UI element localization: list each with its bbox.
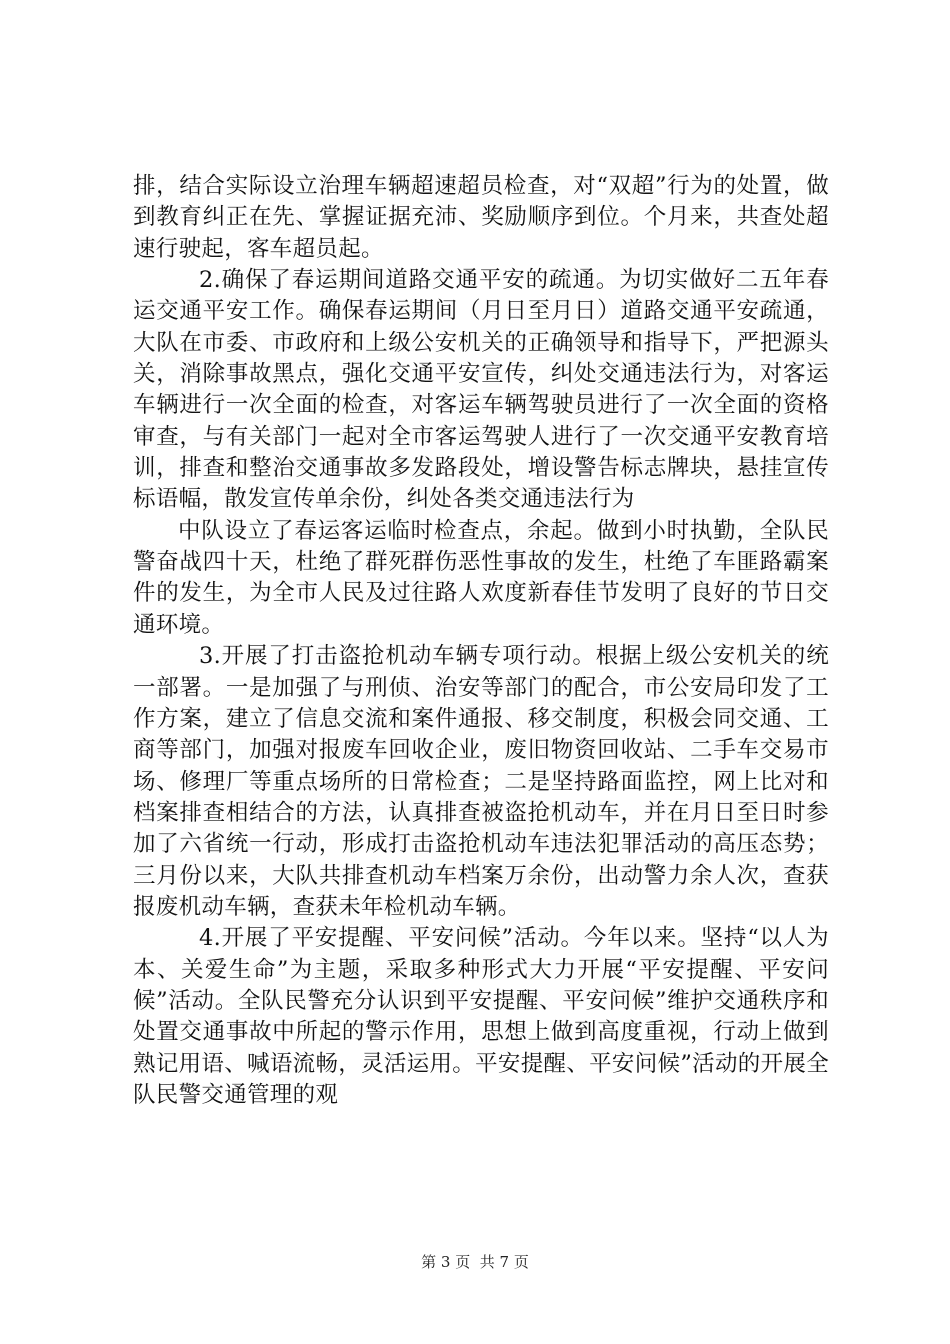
paragraph-item-2: 2.确保了春运期间道路交通平安的疏通。为切实做好二五年春运交通平安工作。确保春运期间（月日至月日）道路交通平安疏通，大队在市委、市政府和上级公安机关的正确领导和指导下，严把源头关，消除事故黑点，强化交通平安宣传，纠处交通违法行为，对客运车辆进行一次全面的检查，对客运车辆驾驶员进行了一次全面的资格审查，与有关部门一起对全市客运驾驶人进行了一次交通平安教育培训，排查和整治交通事故多发路段处，增设警告标志牌块，悬挂宣传标语幅，散发宣传单余份，纠处各类交通违法行为 — [133, 267, 829, 513]
page-number: 第 3 页 — [421, 1253, 471, 1271]
page-total: 共 7 页 — [479, 1253, 529, 1271]
paragraph-continuation: 排，结合实际设立治理车辆超速超员检查，对“双超”行为的处置，做到教育纠正在先、掌握证据充沛、奖励顺序到位。个月来，共查处超速行驶起，客车超员起。 — [133, 173, 829, 262]
paragraph-item-4: 4.开展了平安提醒、平安问候”活动。今年以来。坚持“以人为本、关爱生命”为主题，采取多种形式大力开展“平安提醒、平安问候”活动。全队民警充分认识到平安提醒、平安问候”维护交通秩序和处置交通事故中所起的警示作用，思想上做到高度重视，行动上做到熟记用语、喊语流畅，灵活运用。平安提醒、平安问候”活动的开展全队民警交通管理的观 — [133, 925, 829, 1108]
paragraph-checkpoint: 中队设立了春运客运临时检查点，余起。做到小时执勤，全队民警奋战四十天，杜绝了群死群伤恶性事故的发生，杜绝了车匪路霸案件的发生，为全市人民及过往路人欢度新春佳节发明了良好的节日交通环境。 — [133, 517, 829, 638]
document-body — [133, 171, 829, 1111]
page-footer — [0, 1252, 950, 1272]
paragraph-item-3: 3.开展了打击盗抢机动车辆专项行动。根据上级公安机关的统一部署。一是加强了与刑侦、治安等部门的配合，市公安局印发了工作方案，建立了信息交流和案件通报、移交制度，积极会同交通、工商等部门，加强对报废车回收企业，废旧物资回收站、二手车交易市场、修理厂等重点场所的日常检查；二是坚持路面监控，网上比对和档案排查相结合的方法，认真排查被盗抢机动车，并在月日至日时参加了六省统一行动，形成打击盗抢机动车违法犯罪活动的高压态势；三月份以来，大队共排查机动车档案万余份，出动警力余人次，查获报废机动车辆，查获未年检机动车辆。 — [133, 643, 829, 920]
